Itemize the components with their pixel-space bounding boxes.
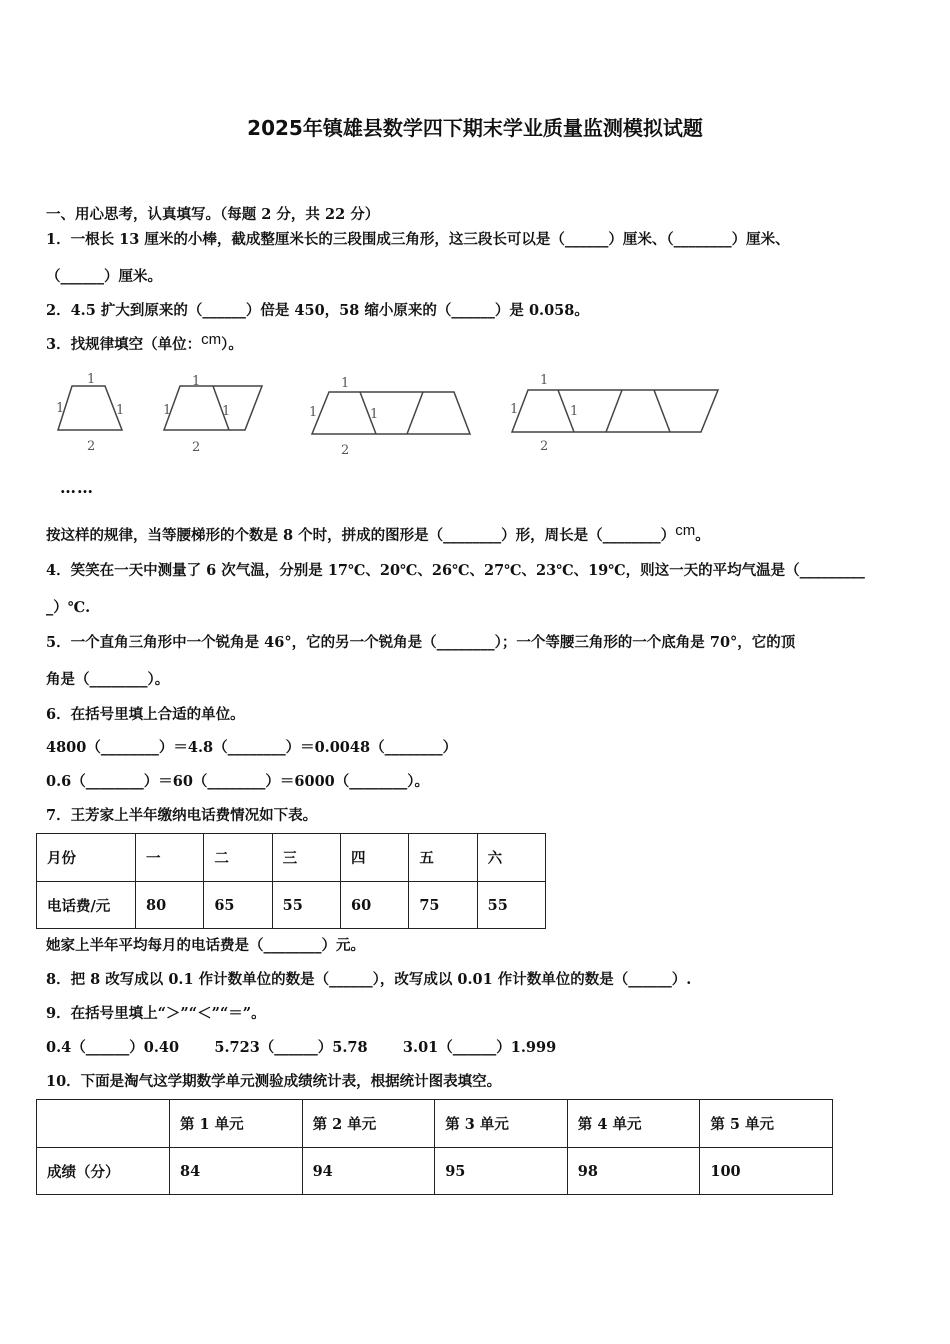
section-heading: 一、用心思考，认真填写。（每题 2 分，共 22 分） (46, 206, 380, 223)
table-cell: 成绩（分） (37, 1148, 170, 1195)
table-cell (37, 1100, 170, 1148)
q9-stem: 9．在括号里填上“＞”“＜”“＝”。 (46, 1005, 266, 1022)
trapezoid-1 (58, 386, 125, 430)
table-cell: 第 2 单元 (302, 1100, 435, 1148)
table-cell: 四 (340, 834, 408, 882)
q1-line1: 1．一根长 13 厘米的小棒，截成整厘米长的三段围成三角形，这三段长可以是（______）厘米、（________）厘米、 (46, 231, 790, 248)
q3-tail-unit: cm (675, 522, 696, 539)
table-cell: 第 3 单元 (435, 1100, 568, 1148)
q3-tail (46, 524, 710, 545)
trapezoid-pattern-figure (50, 368, 730, 458)
table-row (37, 834, 546, 882)
table-cell: 一 (136, 834, 204, 882)
table-cell: 第 5 单元 (700, 1100, 833, 1148)
phone-bill-table (36, 833, 546, 929)
table-cell: 三 (272, 834, 340, 882)
label-bottom-2: 2 (192, 440, 201, 455)
q3-tail-suffix: 。 (695, 527, 710, 544)
label-top-3: 1 (341, 376, 350, 391)
table-cell: 65 (204, 882, 272, 929)
q1-line2: （______）厘米。 (46, 268, 162, 285)
q6-line2: 0.6（________）＝60（________）＝6000（________）。 (46, 773, 430, 790)
q5-line1: 5．一个直角三角形中一个锐角是 46°，它的另一个锐角是（________）；一个等腰三角形的一个底角是 70°，它的顶 (46, 634, 796, 651)
table-cell: 84 (170, 1148, 303, 1195)
table-cell: 五 (409, 834, 477, 882)
q4-line1: 4．笑笑在一天中测量了 6 次气温，分别是 17℃、20℃、26℃、27℃、23℃、19℃，则这一天的平均气温是（_________ (46, 562, 865, 579)
q9-line: 0.4（______）0.40 5.723（______）5.78 3.01（______）1.999 (46, 1039, 557, 1056)
table-cell: 月份 (37, 834, 136, 882)
q3-prefix: 3．找规律填空（单位： (46, 336, 202, 353)
q4-line2: _）℃. (46, 599, 91, 616)
label-mid-3: 1 (370, 407, 379, 422)
q10-stem: 10．下面是淘气这学期数学单元测验成绩统计表，根据统计图表填空。 (46, 1073, 502, 1090)
table-row (37, 1100, 833, 1148)
q3-unit: cm (201, 331, 222, 348)
trapezoid-triple (312, 392, 470, 434)
q3-suffix: ）。 (221, 336, 243, 353)
table-row (37, 882, 546, 929)
trapezoid-pair (164, 386, 262, 430)
table-cell: 55 (272, 882, 340, 929)
table-cell: 第 1 单元 (170, 1100, 303, 1148)
table-cell: 94 (302, 1148, 435, 1195)
label-bottom-1: 2 (87, 439, 96, 454)
q7-tail: 她家上半年平均每月的电话费是（________）元。 (46, 937, 365, 954)
table-cell: 60 (340, 882, 408, 929)
table-cell: 100 (700, 1148, 833, 1195)
label-mid-2: 1 (222, 404, 231, 419)
label-top-2: 1 (192, 374, 201, 389)
label-left-1: 1 (56, 401, 65, 416)
table-cell: 第 4 单元 (567, 1100, 700, 1148)
table-cell: 六 (477, 834, 545, 882)
q6-stem: 6．在括号里填上合适的单位。 (46, 706, 245, 723)
label-mid-4: 1 (570, 404, 579, 419)
label-left-4: 1 (510, 402, 519, 417)
q8-text: 8．把 8 改写成以 0.1 作计数单位的数是（______），改写成以 0.01 作计数单位的数是（______）. (46, 971, 692, 988)
q6-line1: 4800（________）＝4.8（________）＝0.0048（________） (46, 739, 458, 756)
label-bottom-4: 2 (540, 439, 549, 454)
table-cell: 55 (477, 882, 545, 929)
q3-stem (46, 333, 243, 354)
table-cell: 75 (409, 882, 477, 929)
q2-text: 2．4.5 扩大到原来的（______）倍是 450，58 缩小原来的（______）是 0.058。 (46, 302, 589, 319)
label-bottom-3: 2 (341, 443, 350, 458)
table-cell: 二 (204, 834, 272, 882)
page-title: 2025年镇雄县数学四下期末学业质量监测模拟试题 (247, 116, 703, 140)
table-cell: 98 (567, 1148, 700, 1195)
label-top-1: 1 (87, 372, 96, 387)
q5-line2: 角是（________）。 (46, 671, 170, 688)
trapezoid-quad (512, 390, 718, 432)
label-right-1: 1 (116, 403, 125, 418)
table-cell: 电话费/元 (37, 882, 136, 929)
table-cell: 95 (435, 1148, 568, 1195)
table-cell: 80 (136, 882, 204, 929)
q3-tail-prefix: 按这样的规律，当等腰梯形的个数是 8 个时，拼成的图形是（________）形，周长是（________） (46, 527, 676, 544)
label-left-3: 1 (309, 405, 318, 420)
continuation-dots: …… (60, 478, 94, 497)
q7-stem: 7．王芳家上半年缴纳电话费情况如下表。 (46, 807, 318, 824)
label-left-2: 1 (163, 403, 172, 418)
table-row (37, 1148, 833, 1195)
unit-score-table (36, 1099, 833, 1195)
label-top-4: 1 (540, 373, 549, 388)
